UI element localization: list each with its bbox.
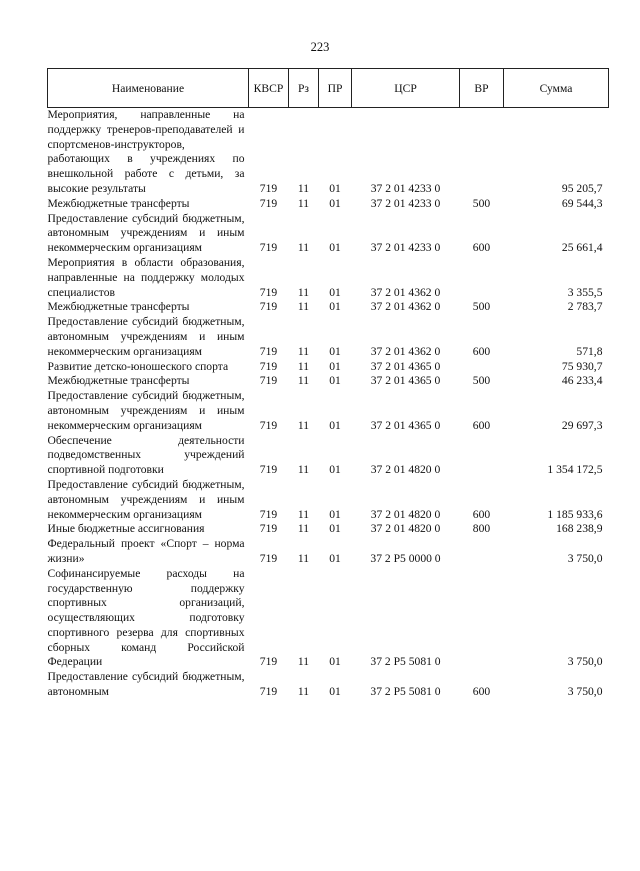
cell-pr: 01 [329,241,341,255]
cell-name: Межбюджетные трансферты [47,300,190,314]
cell-vr: 600 [472,685,491,699]
cell-name: Иные бюджетные ассигнования [47,522,205,536]
cell-name: Предоставление субсидий бюджетным, автономным учреждениям и иным некоммерческим организациям [47,315,245,358]
cell-name: Межбюджетные трансферты [47,374,190,388]
cell-rz: 11 [297,374,310,388]
cell-kvsr: 719 [259,655,278,669]
cell-pr: 01 [329,522,341,536]
table-row [48,478,609,522]
cell-rz: 11 [297,685,310,699]
cell-pr: 01 [329,685,341,699]
cell-vr: 600 [472,241,491,255]
header-csr: ЦСР [352,69,460,108]
cell-vr: 600 [472,418,491,432]
cell-rz: 11 [297,522,310,536]
cell-sum: 168 238,9 [556,522,603,536]
header-name: Наименование [48,69,249,108]
cell-vr: 600 [472,344,491,358]
cell-kvsr: 719 [259,522,278,536]
cell-pr: 01 [329,463,341,477]
table-row [48,360,609,375]
cell-name: Развитие детско-юношеского спорта [47,359,229,373]
header-rz: Рз [289,69,319,108]
cell-vr [460,256,504,300]
table-row [48,374,609,389]
cell-name: Предоставление субсидий бюджетным, автономным [47,670,245,699]
cell-kvsr: 719 [259,359,278,373]
cell-csr: 37 2 P5 0000 0 [370,551,441,565]
cell-sum: 571,8 [576,344,603,358]
cell-vr [460,360,504,375]
cell-rz: 11 [297,359,310,373]
cell-vr [460,108,504,197]
cell-kvsr: 719 [259,374,278,388]
cell-kvsr: 719 [259,285,278,299]
table-row [48,212,609,256]
table-row [48,389,609,433]
cell-pr: 01 [329,196,341,210]
cell-rz: 11 [297,241,310,255]
cell-csr: 37 2 01 4820 0 [370,507,441,521]
cell-rz: 11 [297,463,310,477]
cell-name: Предоставление субсидий бюджетным, автономным учреждениям и иным некоммерческим организациям [47,389,245,432]
cell-rz: 11 [297,655,310,669]
cell-kvsr: 719 [259,241,278,255]
budget-table [47,68,609,700]
cell-kvsr: 719 [259,418,278,432]
cell-kvsr: 719 [259,685,278,699]
cell-sum: 3 750,0 [567,551,603,565]
cell-kvsr: 719 [259,551,278,565]
cell-name: Мероприятия, направленные на поддержку тренеров-преподавателей и спортсменов-инструкторов, работающих в учреждениях по внешкольной работе с детьми, за высокие результаты [47,108,245,195]
cell-pr: 01 [329,285,341,299]
cell-pr: 01 [329,344,341,358]
cell-name: Предоставление субсидий бюджетным, автономным учреждениям и иным некоммерческим организациям [47,477,245,521]
cell-sum: 1 354 172,5 [547,463,603,477]
cell-csr: 37 2 01 4820 0 [370,463,441,477]
header-sum: Сумма [504,69,609,108]
cell-vr [460,567,504,671]
header-pr: ПР [319,69,352,108]
table-row [48,108,609,197]
cell-kvsr: 719 [259,507,278,521]
cell-csr: 37 2 01 4362 0 [370,344,441,358]
cell-name: Федеральный проект «Спорт – норма жизни» [47,537,245,565]
cell-vr: 500 [472,374,491,388]
cell-rz: 11 [297,551,310,565]
cell-sum: 3 750,0 [567,655,603,669]
cell-kvsr: 719 [259,463,278,477]
cell-rz: 11 [297,181,310,195]
cell-csr: 37 2 01 4365 0 [370,359,441,373]
cell-name: Межбюджетные трансферты [47,196,190,210]
cell-kvsr: 719 [259,300,278,314]
cell-kvsr: 719 [259,344,278,358]
cell-sum: 69 544,3 [561,196,603,210]
table-row [48,670,609,700]
cell-csr: 37 2 P5 5081 0 [370,655,441,669]
cell-csr: 37 2 P5 5081 0 [370,685,441,699]
cell-csr: 37 2 01 4820 0 [370,522,441,536]
table-row [48,315,609,359]
cell-pr: 01 [329,300,341,314]
cell-vr: 500 [472,300,491,314]
cell-name: Софинансируемые расходы на государственную поддержку спортивных организаций, осуществляющих подготовку спортивного резерва для спортивных сборных команд Российской Федерации [47,566,245,669]
cell-sum: 1 185 933,6 [547,507,603,521]
cell-name: Обеспечение деятельности подведомственных учреждений спортивной подготовки [47,433,245,477]
cell-kvsr: 719 [259,181,278,195]
cell-csr: 37 2 01 4362 0 [370,300,441,314]
cell-rz: 11 [297,196,310,210]
table-row [48,522,609,537]
cell-sum: 3 750,0 [567,685,603,699]
cell-csr: 37 2 01 4233 0 [370,241,441,255]
cell-csr: 37 2 01 4365 0 [370,374,441,388]
cell-sum: 95 205,7 [561,181,603,195]
header-vr: ВР [460,69,504,108]
page-number: 223 [310,40,330,54]
cell-pr: 01 [329,418,341,432]
table-header [48,69,609,108]
cell-pr: 01 [329,507,341,521]
cell-name: Мероприятия в области образования, направленные на поддержку молодых специалистов [47,255,245,299]
cell-name: Предоставление субсидий бюджетным, автономным учреждениям и иным некоммерческим организациям [47,211,245,255]
cell-vr [460,537,504,567]
cell-sum: 29 697,3 [561,418,603,432]
cell-vr [460,434,504,478]
cell-rz: 11 [297,285,310,299]
cell-vr: 800 [472,522,491,536]
cell-sum: 75 930,7 [561,359,603,373]
cell-vr: 500 [472,196,491,210]
table-row [48,537,609,567]
table-row [48,300,609,315]
table-row [48,567,609,671]
cell-sum: 25 661,4 [561,241,603,255]
cell-pr: 01 [329,655,341,669]
table-body [48,108,609,700]
cell-pr: 01 [329,181,341,195]
cell-csr: 37 2 01 4233 0 [370,196,441,210]
table-row [48,197,609,212]
table-row [48,256,609,300]
cell-csr: 37 2 01 4365 0 [370,418,441,432]
cell-csr: 37 2 01 4362 0 [370,285,441,299]
cell-vr: 600 [472,507,491,521]
cell-sum: 2 783,7 [567,300,603,314]
cell-rz: 11 [297,300,310,314]
cell-pr: 01 [329,551,341,565]
cell-rz: 11 [297,507,310,521]
cell-sum: 3 355,5 [567,285,603,299]
cell-csr: 37 2 01 4233 0 [370,181,441,195]
cell-pr: 01 [329,359,341,373]
table-row [48,434,609,478]
header-kvsr: КВСР [249,69,289,108]
cell-kvsr: 719 [259,196,278,210]
cell-pr: 01 [329,374,341,388]
cell-rz: 11 [297,418,310,432]
cell-sum: 46 233,4 [561,374,603,388]
cell-rz: 11 [297,344,310,358]
